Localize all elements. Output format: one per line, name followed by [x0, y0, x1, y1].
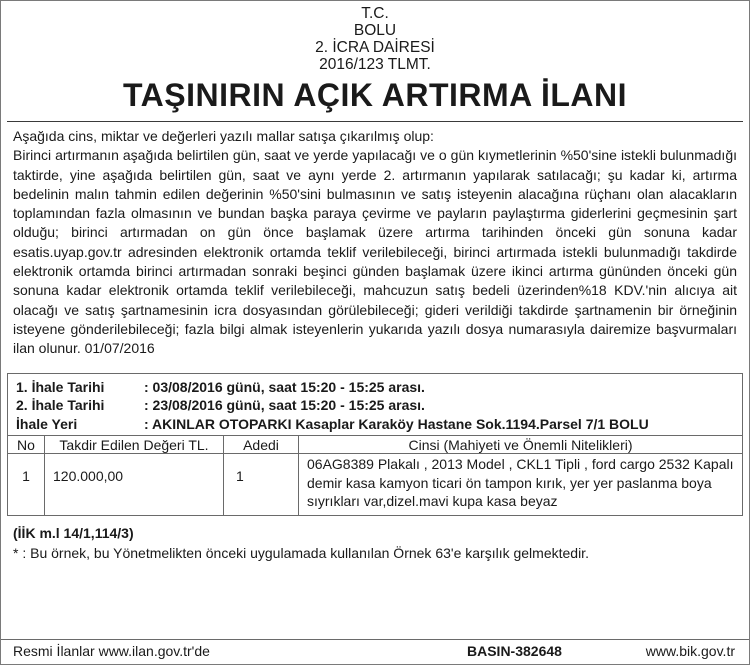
auction-row-value: : AKINLAR OTOPARKI Kasaplar Karaköy Hastane Sok.1194.Parsel 7/1 BOLU	[144, 415, 649, 432]
auction-row	[16, 415, 734, 434]
auction-row-key: İhale Yeri	[16, 415, 78, 432]
items-table	[7, 435, 743, 516]
table-header-row	[8, 436, 743, 454]
header-country: T.C.	[361, 5, 389, 22]
footer-press-code: BASIN-382648	[467, 643, 562, 659]
footnote: * : Bu örnek, bu Yönetmelikten önceki uygulamada kullanılan Örnek 63'e karşılık gelmektedir.	[13, 544, 589, 561]
page-title: TAŞINIRIN AÇIK ARTIRMA İLANI	[122, 77, 628, 113]
column-header-no: No	[8, 436, 45, 454]
body-text: Birinci artırmanın aşağıda belirtilen gün, saat ve yerde yapılacağı ve o gün kıymetlerinin %50'sine istekli bulunmadığı taktirde, yine aşağıda belirtilen gün, saat ve aynı yerde 2. artırmanın yapılarak satılacağı; şu kadar ki, artırma bedelinin malın tahmin edilen değerinin %50'sini bulmasının ve satış isteyenin alacağına rüçhanı olan alacakların toplamından fazla olmasının ve bundan başka paraya çevirme ve payların paylaştırma giderlerini geçmesinin şart olduğu; birinci artırmadan on gün önce başlamak üzere artırma tarihinden önceki gün sonuna kadar esatis.uyap.gov.tr adresinden elektronik ortamda teklif verilebileceği, birinci artırmada istekli bulunmadığı takdirde elektronik ortamda birinci artırmadan sonraki beşinci günden başlamak üzere ikinci artırma gününden önceki gün sonuna kadar elektronik ortamda teklif verilebileceği, mahcuzun satış bedeli üzerinden%18 KDV.'nin alıcıya ait olacağı ve satış şartnamesinin icra dosyasından görülebileceği; gideri verildiği takdirde şartnamenin bir örneğinin isteyene gönderilebileceği; fazla bilgi almak isteyenlerin yukarıda yazılı dosya numarasıyla dairemize başvurmaları ilan olunur. 01/07/2016	[13, 147, 737, 357]
header-office: 2. İCRA DAİRESİ	[315, 39, 435, 56]
auction-row-key: 1. İhale Tarihi	[16, 378, 105, 395]
law-reference: (İİK m.l 14/1,114/3)	[13, 524, 134, 541]
cell-no: 1	[8, 454, 45, 516]
header-file-number: 2016/123 TLMT.	[319, 56, 431, 73]
footer-left: Resmi İlanlar www.ilan.gov.tr'de	[13, 643, 210, 659]
auction-row-key: 2. İhale Tarihi	[16, 397, 105, 414]
header	[1, 1, 749, 73]
auction-row	[16, 378, 734, 397]
auction-info	[7, 373, 743, 436]
column-header-count: Adedi	[224, 436, 299, 454]
column-header-value: Takdir Edilen Değeri TL.	[45, 436, 224, 454]
footer	[1, 639, 749, 664]
intro-text: Aşağıda cins, miktar ve değerleri yazılı mallar satışa çıkarılmış olup:	[13, 128, 434, 144]
cell-value: 120.000,00	[45, 454, 224, 516]
cell-count: 1	[224, 454, 299, 516]
cell-description: 06AG8389 Plakalı , 2013 Model , CKL1 Tipli , ford cargo 2532 Kapalı demir kasa kamyon ticari ön tampon kırık, yer yer paslanma boya sıyrıkları var,dizel.mavi kupa kasa beyaz	[299, 454, 743, 516]
auction-row-value: : 23/08/2016 günü, saat 15:20 - 15:25 arası.	[144, 397, 425, 414]
footer-right: www.bik.gov.tr	[645, 643, 735, 659]
auction-row	[16, 396, 734, 415]
column-header-description: Cinsi (Mahiyeti ve Önemli Nitelikleri)	[299, 436, 743, 454]
table-row	[8, 454, 743, 516]
header-city: BOLU	[353, 22, 397, 39]
auction-row-value: : 03/08/2016 günü, saat 15:20 - 15:25 arası.	[144, 378, 425, 395]
